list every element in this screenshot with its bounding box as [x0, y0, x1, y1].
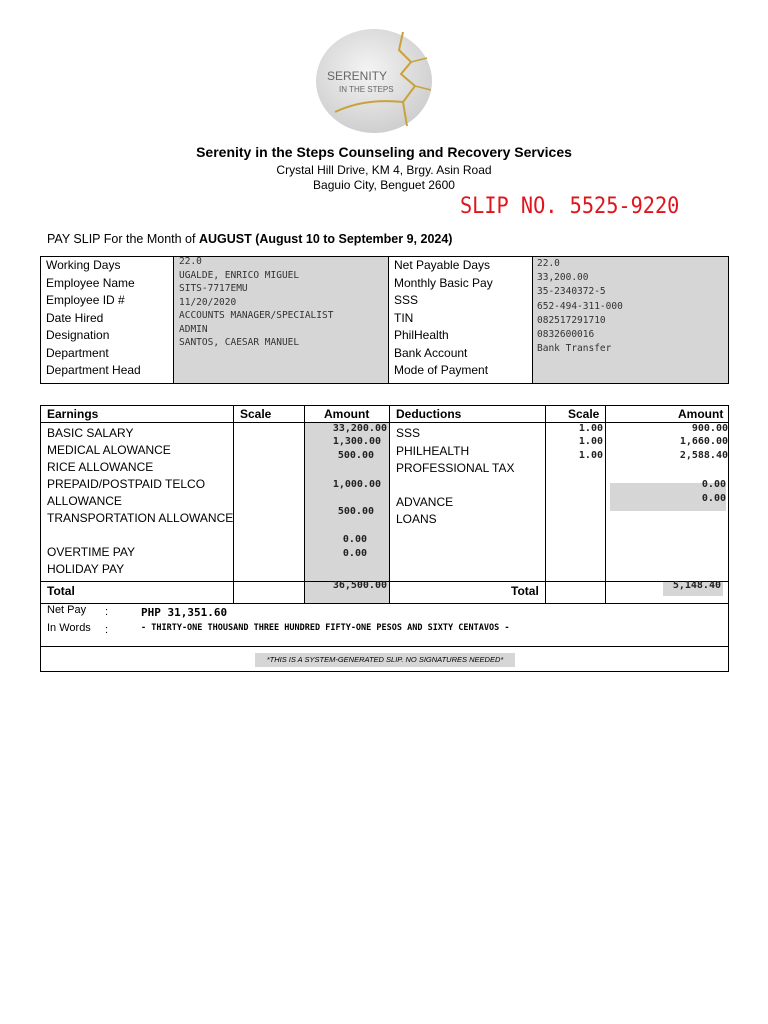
earning-amount-extra: 0.00 [342, 534, 367, 545]
earning-amount-overtime: 0.00 [342, 548, 367, 559]
system-notice-text: *THIS IS A SYSTEM-GENERATED SLIP. NO SIGNATURES NEEDED* [255, 653, 515, 667]
slip-number: SLIP NO. 5525-9220 [460, 194, 680, 219]
employee-values [179, 255, 333, 350]
value-department-head: SANTOS, CAESAR MANUEL [179, 337, 300, 348]
value-net-payable-days: 22.0 [537, 258, 560, 269]
company-address-line1: Crystal Hill Drive, KM 4, Brgy. Asin Road [276, 163, 492, 177]
value-mode-of-payment: Bank Transfer [537, 343, 612, 355]
deduction-amount-loans: 0.00 [701, 493, 726, 504]
earning-amount-transport: 500.00 [337, 506, 374, 517]
employee-labels [46, 257, 141, 380]
value-date-hired: 11/20/2020 [179, 296, 237, 308]
earnings-deductions-table [40, 405, 729, 604]
pay-period-range: (August 10 to September 9, 2024) [251, 232, 453, 246]
deductions-total-label: Total [511, 584, 539, 598]
deduction-amount-tax: 2,588.40 [679, 450, 728, 461]
label-date-hired: Date Hired [46, 310, 104, 325]
deduction-amount-sss: 900.00 [691, 423, 728, 434]
earning-basic-salary: BASIC SALARY [47, 426, 134, 440]
payroll-labels [394, 257, 493, 380]
earning-overtime: OVERTIME PAY [47, 545, 136, 559]
label-employee-id: Employee ID # [46, 293, 125, 307]
deduction-professional-tax: PROFESSIONAL TAX [396, 461, 515, 475]
header-deductions-amount: Amount [678, 407, 724, 421]
value-working-days: 22.0 [179, 256, 202, 267]
deduction-sss: SSS [396, 426, 421, 440]
in-words-value: - THIRTY-ONE THOUSAND THREE HUNDRED FIFTY-ONE PESOS AND SIXTY CENTAVOS - [141, 623, 510, 633]
earning-blank [47, 527, 233, 544]
deductions-total: 5,148.40 [672, 580, 721, 591]
company-logo [315, 28, 433, 134]
value-employee-name: UGALDE, ENRICO MIGUEL [179, 269, 300, 281]
logo-line1: SERENITY [327, 69, 388, 83]
pay-period [47, 232, 452, 246]
label-monthly-basic-pay: Monthly Basic Pay [394, 275, 493, 290]
logo-line2: IN THE STEPS [339, 85, 394, 94]
earning-amount-rice: 500.00 [337, 450, 374, 461]
value-sss: 35-2340372-5 [537, 286, 606, 298]
label-net-payable-days: Net Payable Days [394, 258, 491, 272]
value-designation: ACCOUNTS MANAGER/SPECIALIST [179, 310, 334, 321]
earning-telco: PREPAID/POSTPAID TELCO [47, 477, 206, 491]
label-designation: Designation [46, 328, 110, 342]
deduction-scale-sss: 1.00 [578, 423, 603, 434]
label-mode-of-payment: Mode of Payment [394, 363, 489, 377]
net-pay-colon: : [105, 606, 109, 618]
deduction-scale-tax: 1.00 [578, 450, 603, 461]
earning-transportation: TRANSPORTATION ALLOWANCE [47, 511, 234, 525]
pay-period-prefix: PAY SLIP For the Month of [47, 232, 199, 246]
deduction-amount-advance: 0.00 [701, 479, 726, 490]
header-earnings: Earnings [47, 407, 99, 421]
earning-amount-medical: 1,300.00 [332, 436, 381, 447]
value-tin: 652-494-311-000 [537, 300, 623, 312]
pay-period-month: AUGUST [198, 232, 252, 246]
deduction-loans: LOANS [396, 512, 437, 526]
label-sss: SSS [394, 293, 419, 307]
net-pay-label: Net Pay [47, 604, 87, 616]
employee-info-table [40, 256, 729, 384]
header-earnings-scale: Scale [240, 407, 272, 421]
label-tin: TIN [394, 310, 414, 325]
header-earnings-amount: Amount [324, 407, 370, 421]
earning-medical-allowance: MEDICAL ALOWANCE [47, 443, 171, 457]
deduction-amount-philhealth: 1,660.00 [679, 436, 728, 447]
label-department: Department [46, 345, 109, 360]
value-bank-account: 0832600016 [537, 329, 595, 341]
earnings-total-label: Total [47, 584, 75, 598]
net-pay-section [40, 604, 729, 647]
earning-telco-allowance: ALLOWANCE [47, 494, 122, 508]
label-department-head: Department Head [46, 363, 141, 377]
earnings-total: 36,500.00 [332, 580, 387, 591]
payroll-values [537, 257, 623, 356]
net-pay-value: PHP 31,351.60 [141, 606, 228, 619]
value-monthly-basic-pay: 33,200.00 [537, 272, 589, 284]
deduction-advance: ADVANCE [396, 495, 454, 509]
value-department: ADMIN [179, 323, 208, 335]
value-employee-id: SITS-7717EMU [179, 283, 248, 294]
header-deductions-scale: Scale [568, 407, 600, 421]
deduction-scale-philhealth: 1.00 [578, 436, 603, 447]
company-address-line2: Baguio City, Benguet 2600 [313, 178, 455, 192]
value-philhealth: 082517291710 [537, 314, 606, 326]
header-deductions: Deductions [396, 407, 462, 421]
in-words-label: In Words [47, 622, 91, 634]
company-name: Serenity in the Steps Counseling and Recovery Services [196, 144, 572, 160]
deduction-philhealth: PHILHEALTH [396, 444, 470, 458]
earning-rice-allowance: RICE ALLOWANCE [47, 460, 154, 474]
label-working-days: Working Days [46, 258, 121, 272]
system-notice [40, 647, 729, 672]
earning-amount-telco: 1,000.00 [332, 479, 381, 490]
label-employee-name: Employee Name [46, 275, 135, 290]
earnings-labels [47, 425, 233, 578]
earning-holiday: HOLIDAY PAY [47, 562, 125, 576]
label-philhealth: PhilHealth [394, 328, 449, 342]
in-words-colon: : [105, 624, 109, 636]
earning-amount-basic: 33,200.00 [332, 423, 387, 434]
label-bank-account: Bank Account [394, 345, 468, 360]
